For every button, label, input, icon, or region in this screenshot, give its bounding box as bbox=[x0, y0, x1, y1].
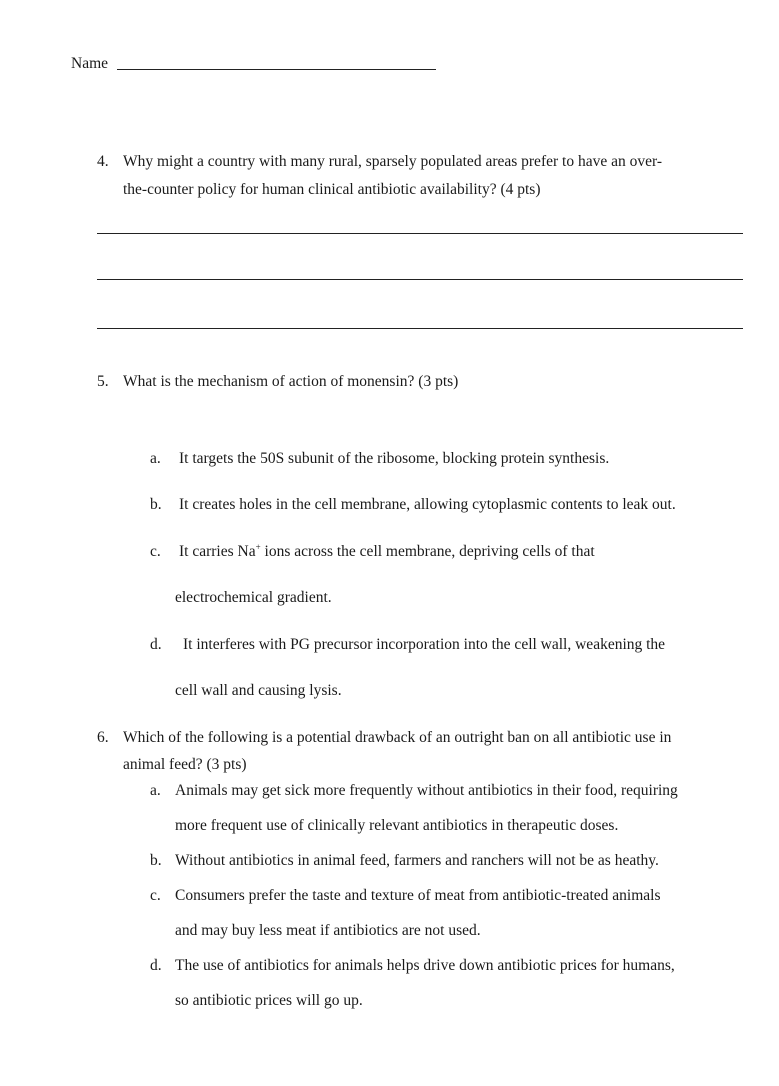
q6-option-a-text-line2: more frequent use of clinically relevant antibiotics in therapeutic doses. bbox=[175, 817, 619, 834]
q5-option-a-letter: a. bbox=[150, 450, 161, 467]
question-6-number: 6. bbox=[97, 729, 109, 746]
q6-option-d-text-line2: so antibiotic prices will go up. bbox=[175, 992, 363, 1009]
q5-option-a-text: It targets the 50S subunit of the ribosome, blocking protein synthesis. bbox=[179, 450, 610, 467]
q5-option-c-text-post: ions across the cell membrane, depriving cells of that bbox=[260, 543, 595, 560]
name-field-line[interactable] bbox=[117, 69, 436, 70]
question-4-text-line2: the-counter policy for human clinical antibiotic availability? (4 pts) bbox=[123, 181, 541, 198]
q6-option-d-text-line1: The use of antibiotics for animals helps drive down antibiotic prices for humans, bbox=[175, 957, 675, 974]
answer-line-1[interactable] bbox=[97, 233, 743, 234]
q6-option-b-text: Without antibiotics in animal feed, farmers and ranchers will not be as heathy. bbox=[175, 852, 659, 869]
q5-option-c-text-line2: electrochemical gradient. bbox=[175, 589, 332, 606]
q5-option-d-letter: d. bbox=[150, 636, 162, 653]
question-4-number: 4. bbox=[97, 153, 109, 170]
q6-option-c-text-line2: and may buy less meat if antibiotics are not used. bbox=[175, 922, 481, 939]
q5-option-c-letter: c. bbox=[150, 543, 161, 560]
answer-line-3[interactable] bbox=[97, 328, 743, 329]
q5-option-d-text-line1: It interferes with PG precursor incorporation into the cell wall, weakening the bbox=[183, 636, 666, 653]
q5-option-b-text: It creates holes in the cell membrane, allowing cytoplasmic contents to leak out. bbox=[179, 496, 676, 513]
answer-line-2[interactable] bbox=[97, 279, 743, 280]
q5-option-d-text-line2: cell wall and causing lysis. bbox=[175, 682, 342, 699]
question-4-text-line1: Why might a country with many rural, sparsely populated areas prefer to have an over- bbox=[123, 153, 662, 170]
q6-option-a-letter: a. bbox=[150, 782, 161, 799]
q6-option-c-text-line1: Consumers prefer the taste and texture of meat from antibiotic-treated animals bbox=[175, 887, 661, 904]
q6-option-b-letter: b. bbox=[150, 852, 162, 869]
q6-option-a-text-line1: Animals may get sick more frequently without antibiotics in their food, requiring bbox=[175, 782, 678, 799]
question-5-number: 5. bbox=[97, 373, 109, 390]
q5-option-c-text-line1 bbox=[179, 543, 595, 561]
question-6-text-line1: Which of the following is a potential drawback of an outright ban on all antibiotic use in bbox=[123, 729, 672, 746]
q5-option-b-letter: b. bbox=[150, 496, 162, 513]
question-6-text-line2: animal feed? (3 pts) bbox=[123, 756, 247, 773]
q6-option-c-letter: c. bbox=[150, 887, 161, 904]
question-5-text: What is the mechanism of action of monensin? (3 pts) bbox=[123, 373, 459, 390]
name-label: Name bbox=[71, 55, 109, 72]
q5-option-c-text-pre: It carries Na bbox=[179, 543, 256, 560]
q6-option-d-letter: d. bbox=[150, 957, 162, 974]
sodium-charge-superscript: + bbox=[255, 541, 261, 552]
